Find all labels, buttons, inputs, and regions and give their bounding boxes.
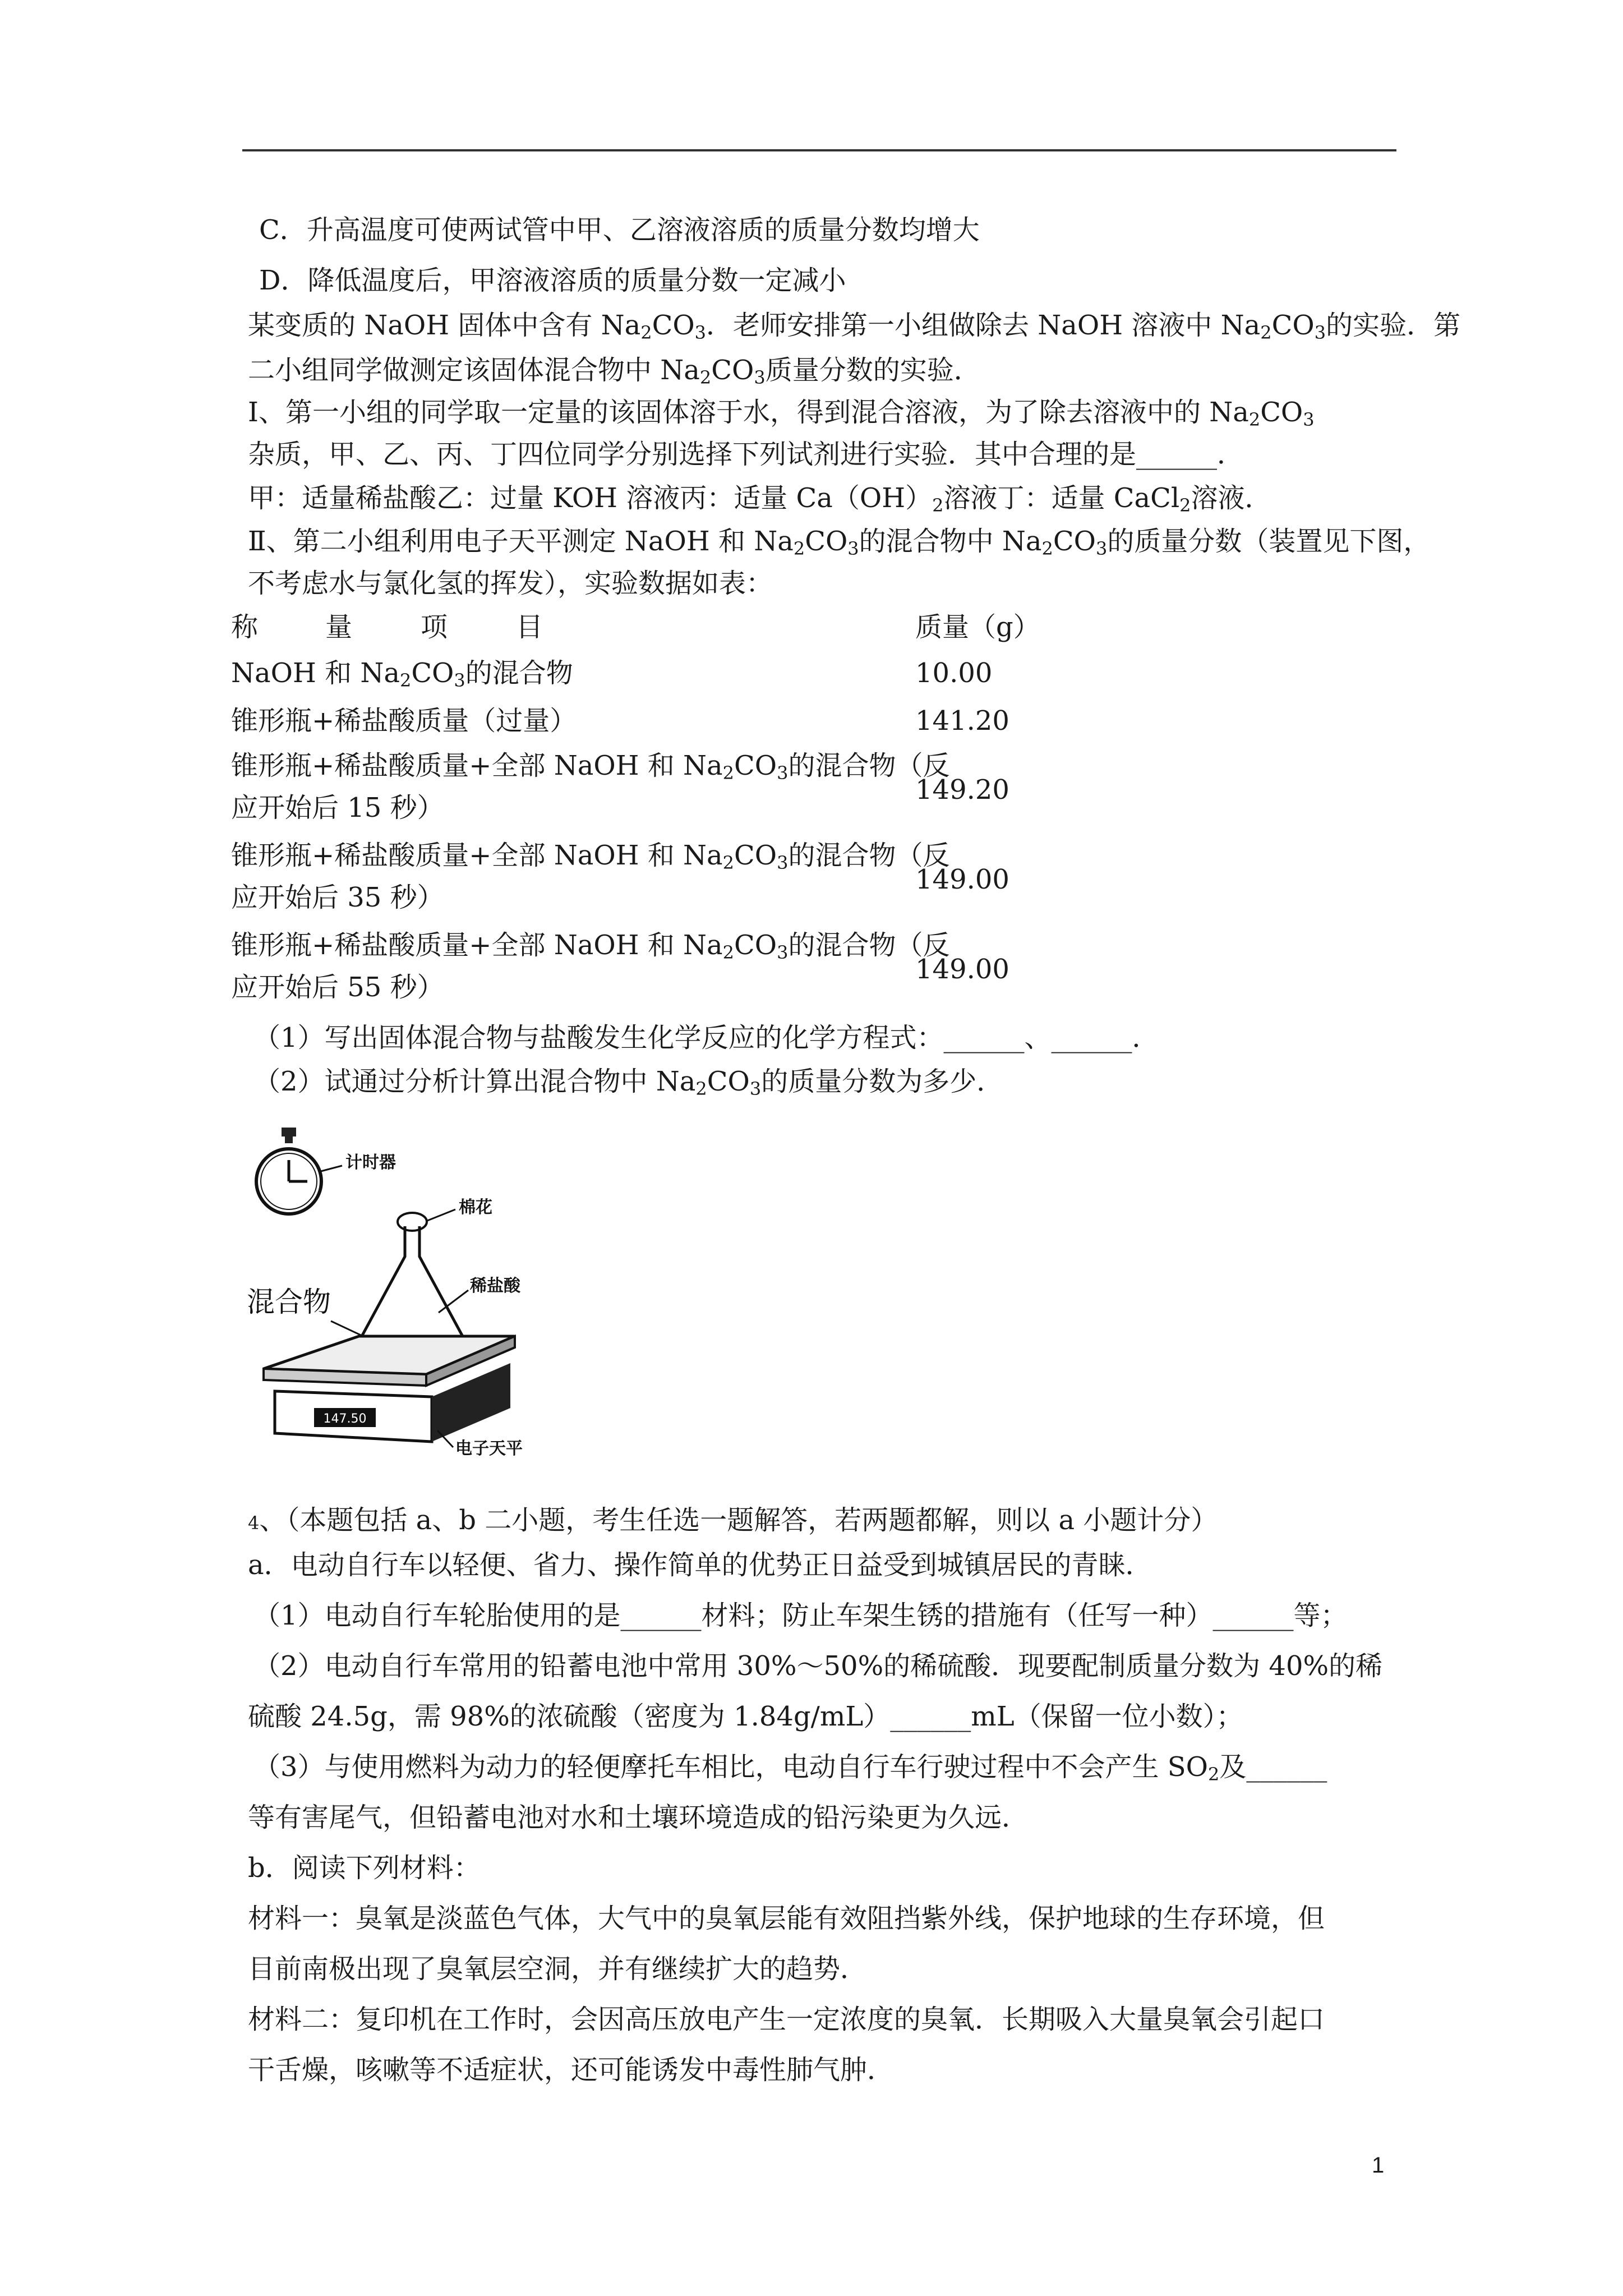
label-timer: 计时器 <box>345 1153 396 1172</box>
header-rule <box>242 149 1396 151</box>
table-row4-mass: 149.00 <box>915 864 1009 895</box>
table-row2-item: 锥形瓶+稀盐酸质量（过量） <box>231 705 577 737</box>
label-acid: 稀盐酸 <box>470 1276 520 1296</box>
q4-material1-line1: 材料一：臭氧是淡蓝色气体，大气中的臭氧层能有效阻挡紫外线，保护地球的生存环境，但 <box>248 1903 1325 1934</box>
q3-sub1: （1）写出固体混合物与盐酸发生化学反应的化学方程式：______、______． <box>253 1022 1159 1053</box>
q3-part1-line2: 杂质，甲、乙、丙、丁四位同学分别选择下列试剂进行实验．其中合理的是______． <box>248 439 1244 470</box>
q4-a3-line2: 等有害尾气，但铅蓄电池对水和土壤环境造成的铅污染更为久远． <box>248 1802 1029 1833</box>
table-row4-item-line1: 锥形瓶+稀盐酸质量+全部 NaOH 和 $Na_2CO_3$的混合物（反 <box>231 840 950 873</box>
q3-intro-line2: 二小组同学做测定该固体混合物中 $Na_2CO_3$质量分数的实验． <box>248 355 981 388</box>
option-d: D．降低温度后，甲溶液溶质的质量分数一定减小 <box>259 265 846 296</box>
balance-reading: 147.50 <box>323 1412 367 1426</box>
q3-part2-line1: Ⅱ、第二小组利用电子天平测定 NaOH 和 $Na_2CO_3$的混合物中 $Na_2CO_3$的质量分数（装置见下图， <box>248 526 1431 559</box>
page-number: 1 <box>1372 2153 1385 2178</box>
table-header-mass: 质量（g） <box>915 611 1040 643</box>
electronic-balance <box>264 1336 515 1442</box>
q3-sub2: （2）试通过分析计算出混合物中 $Na_2CO_3$的质量分数为多少． <box>253 1066 1004 1099</box>
option-c: C．升高温度可使两试管中甲、乙溶液溶质的质量分数均增大 <box>259 214 980 246</box>
q4-material1-line2: 目前南极出现了臭氧层空洞，并有继续扩大的趋势． <box>248 1953 868 1985</box>
q4-a2-line1: （2）电动自行车常用的铅蓄电池中常用 30%～50%的稀硫酸．现要配制质量分数为 40%的稀 <box>253 1650 1383 1682</box>
table-row4-item-line2: 应开始后 35 秒） <box>231 882 444 913</box>
apparatus-figure <box>247 1128 572 1464</box>
table-row5-item-line1: 锥形瓶+稀盐酸质量+全部 NaOH 和 $Na_2CO_3$的混合物（反 <box>231 930 950 963</box>
q4-header: 4、（本题包括 a、b 二小题，考生任选一题解答，若两题都解，则以 a 小题计分） <box>248 1504 1218 1536</box>
q3-part1-line1: Ⅰ、第一小组的同学取一定量的该固体溶于水，得到混合溶液，为了除去溶液中的 $Na_2CO_3$ <box>248 397 1315 430</box>
table-row5-mass: 149.00 <box>915 954 1009 985</box>
label-cotton: 棉花 <box>459 1198 492 1217</box>
table-row1-mass: 10.00 <box>915 657 993 689</box>
q4-a2-line2: 硫酸 24.5g，需 98%的浓硫酸（密度为 1.84g/mL）______mL（保留一位小数）； <box>248 1701 1243 1732</box>
q4-b-title: b．阅读下列材料： <box>248 1852 481 1884</box>
table-row5-item-line2: 应开始后 55 秒） <box>231 972 444 1003</box>
label-mixture: 混合物 <box>247 1286 331 1318</box>
stopwatch-icon <box>256 1128 321 1214</box>
q4-a1: （1）电动自行车轮胎使用的是______材料；防止车架生锈的措施有（任写一种）______等； <box>253 1600 1348 1631</box>
table-row3-item-line1: 锥形瓶+稀盐酸质量+全部 NaOH 和 $Na_2CO_3$的混合物（反 <box>231 750 950 784</box>
q4-material2-line1: 材料二：复印机在工作时，会因高压放电产生一定浓度的臭氧．长期吸入大量臭氧会引起口 <box>248 2004 1325 2035</box>
table-row3-item-line2: 应开始后 15 秒） <box>231 792 444 823</box>
q4-a3-line1: （3）与使用燃料为动力的轻便摩托车相比，电动自行车行驶过程中不会产生 $SO_2$及______ <box>253 1751 1327 1785</box>
q3-part2-line2: 不考虑水与氯化氢的挥发），实验数据如表： <box>248 568 773 599</box>
table-row2-mass: 141.20 <box>915 705 1009 737</box>
q4-a-title: a．电动自行车以轻便、省力、操作简单的优势正日益受到城镇居民的青睐． <box>248 1549 1152 1581</box>
table-row3-mass: 149.20 <box>915 774 1009 806</box>
table-row1-item: NaOH 和 $Na_2CO_3$的混合物 <box>231 657 573 691</box>
q3-intro-line1: 某变质的 NaOH 固体中含有 $Na_2CO_3$．老师安排第一小组做除去 NaOH 溶液中 $Na_2CO_3$的实验．第 <box>248 310 1461 343</box>
cotton-plug <box>398 1213 427 1231</box>
q4-material2-line2: 干舌燥，咳嗽等不适症状，还可能诱发中毒性肺气肿． <box>248 2054 895 2086</box>
q3-reagents: 甲：适量稀盐酸乙：过量 KOH 溶液丙：适量 $Ca(OH)_2$溶液丁：适量 CaCl$_2$溶液． <box>248 482 1272 516</box>
label-balance: 电子天平 <box>455 1439 523 1458</box>
